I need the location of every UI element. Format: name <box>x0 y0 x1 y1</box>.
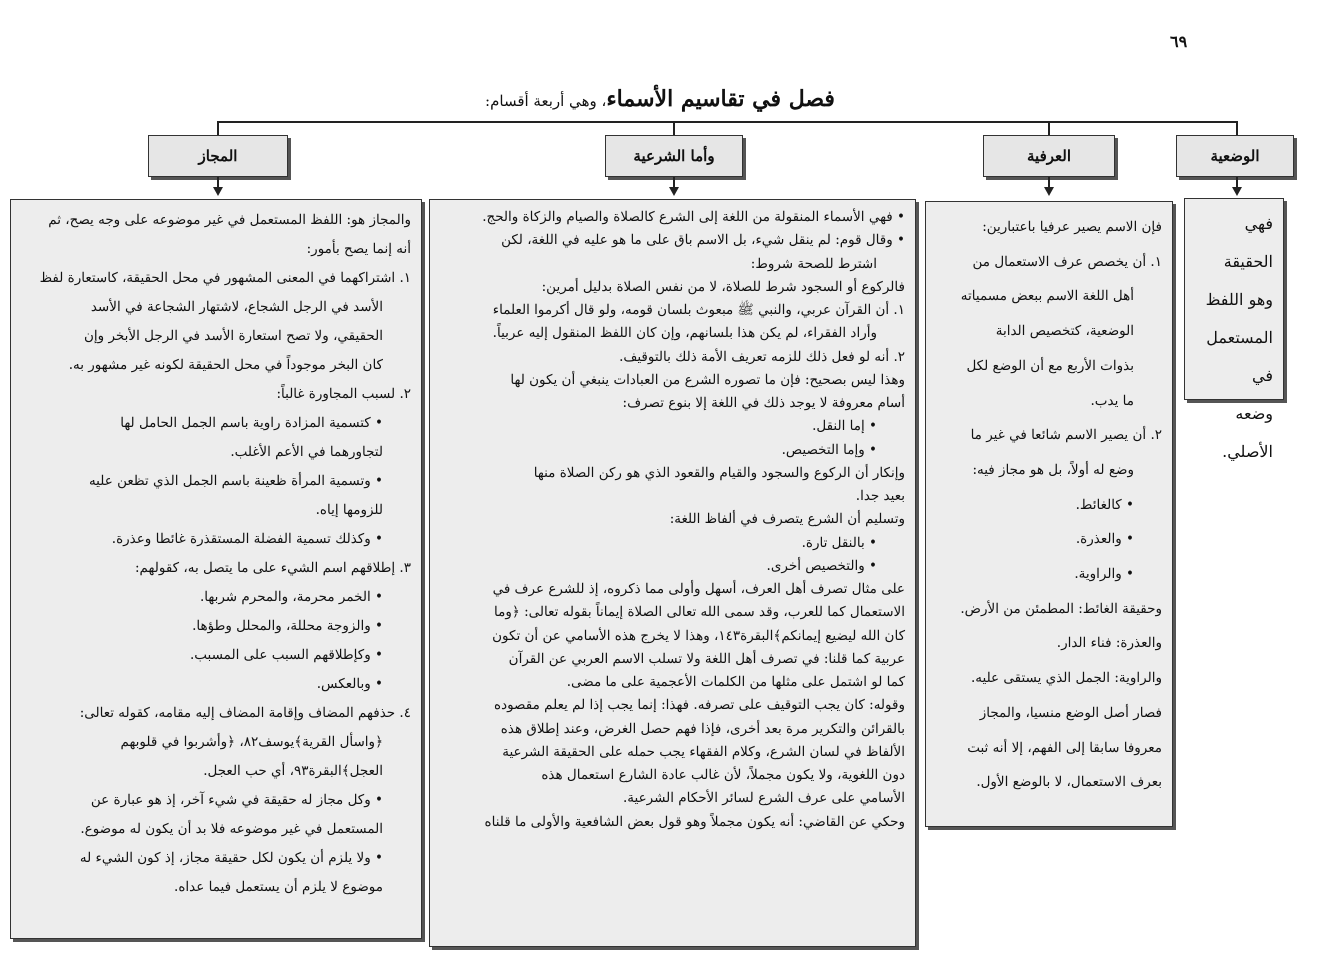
text-line: عربية كما قلنا: في تصرف أهل اللغة ولا تسلب الاسم العربي عن القرآن <box>508 650 905 667</box>
column-majaz <box>10 199 422 939</box>
list-item: ٢. أن يصير الاسم شائعا في غير ما <box>970 427 1162 444</box>
arrow-line-urfiyya <box>1048 177 1050 187</box>
connector-drop-shariyya <box>673 121 675 135</box>
column-shariyya <box>429 199 916 947</box>
text-line: فهي الحقيقة <box>1223 214 1273 271</box>
text-line: والعذرة: فناء الدار. <box>1056 635 1162 652</box>
page-title <box>400 86 920 112</box>
text-line: فإن الاسم يصير عرفيا باعتبارين: <box>982 219 1162 235</box>
text-line: أسام معروفة لا يوجد ذلك في اللغة إلا بنوع تصرف: <box>622 395 905 411</box>
list-item: • وإما التخصيص. <box>781 441 877 458</box>
text-line: على مثال تصرف أهل العرف، أسهل وأولى مما ذكروه، إذ للشرع عرف في <box>492 581 905 597</box>
text-line: الأسد في الرجل الشجاع، لاشتهار الشجاعة في الأسد <box>90 299 383 315</box>
text-line: بعرف الاستعمال، لا بالوضع الأول. <box>976 774 1162 791</box>
text-line: وهذا ليس بصحيح: فإن ما تصوره الشرع من العبادات ينبغي أن يكون لها <box>510 371 905 388</box>
text-line: وتسليم أن الشرع يتصرف في ألفاظ اللغة: <box>669 511 905 528</box>
list-item: • وتسمية المرأة ظعينة باسم الجمل الذي تظعن عليه <box>88 473 383 489</box>
text-line: وأراد الفقراء، لم يكن هذا بلسانهم، وإن كان اللفظ المنقول إليه عربياً. <box>492 325 877 342</box>
text-line: موضوع لا يلزم أن يستعمل فيما عداه. <box>174 879 383 895</box>
title-main: فصل في تقاسيم الأسماء <box>606 86 835 112</box>
text-line: بعيد جدا. <box>855 488 905 504</box>
list-item: ١. أن القرآن عربي، والنبي ﷺ مبعوث بلسان قومه، ولو قال أكرموا العلماء <box>492 302 905 318</box>
title-sub: ، وهي أربعة أقسام: <box>485 92 607 110</box>
list-item: • وبالعكس. <box>316 676 383 692</box>
text-line: الأسامي على عرف الشرع لسائر الأحكام الشرعية. <box>622 790 905 807</box>
list-item: • والراوية. <box>1074 566 1134 583</box>
text-line: أنه إنما يصح بأمور: <box>306 241 411 257</box>
text-line: الوضعية، كتخصيص الدابة <box>995 323 1134 340</box>
list-item: • كالغائط. <box>1075 496 1134 513</box>
list-item: • الخمر محرمة، والمحرم شربها. <box>199 589 383 605</box>
text-line: ما يدب. <box>1090 392 1134 409</box>
text-line: وقوله: كان يجب التوقيف على تصرفه. فهذا: إنما يجب إذا لم يعلم مقصوده <box>494 697 905 714</box>
text-line: الأصلي. <box>1222 442 1273 461</box>
list-item: • وقال قوم: لم ينقل شيء، بل الاسم باق على ما هو عليه في اللغة، لكن <box>501 232 905 249</box>
arrow-line-majaz <box>217 177 219 187</box>
list-item: • والتخصيص أخرى. <box>766 557 877 574</box>
text-line: وضع له أولاً، بل هو مجاز فيه: <box>972 461 1134 478</box>
list-item: • والزوجة محللة، والمحلل وطؤها. <box>192 618 383 634</box>
list-item: ٤. حذفهم المضاف وإقامة المضاف إليه مقامه، كقوله تعالى: <box>79 705 411 721</box>
text-line: والراوية: الجمل الذي يستقى عليه. <box>970 670 1162 687</box>
text-line: وهو اللفظ <box>1205 290 1273 309</box>
text-line: الألفاظ في لسان الشرع، وكلام الفقهاء يجب حمله على الحقيقة الشرعية <box>502 743 905 760</box>
text-line: والمجاز هو: اللفظ المستعمل في غير موضوعه على وجه يصح، ثم <box>48 212 411 228</box>
text-line: المستعمل في <box>1206 328 1273 385</box>
list-item: ٣. إطلاقهم اسم الشيء على ما يتصل به، كقولهم: <box>135 560 411 576</box>
text-line: وحقيقة الغائط: المطمئن من الأرض. <box>960 600 1162 617</box>
list-item: ٢. أنه لو فعل ذلك للزمه تعريف الأمة ذلك بالتوقيف. <box>619 348 905 365</box>
text-line: ﴿واسأل القرية﴾يوسف٨٢، ﴿وأشربوا في قلوبهم <box>120 734 383 750</box>
text-line: اشترط للصحة شروط: <box>750 255 877 272</box>
list-item: • وكذلك تسمية الفضلة المستقذرة غائطا وعذرة. <box>111 531 383 547</box>
text-line: كان الله ليضيع إيمانكم﴾البقرة١٤٣، وهذا لا يخرج هذه الأسامي عن أن تكون <box>492 627 905 644</box>
header-urfiyya: العرفية <box>983 135 1115 177</box>
list-item: • كتسمية المزادة راوية باسم الجمل الحامل لها <box>120 415 383 431</box>
text-line: معروفا سابقا إلى الفهم، إلا أنه ثبت <box>967 739 1162 756</box>
arrow-down-icon <box>1044 187 1054 196</box>
text-line: لتجاورهما في الأعم الأغلب. <box>230 444 383 460</box>
text-line: أهل اللغة الاسم ببعض مسمياته <box>960 288 1134 305</box>
header-majaz: المجاز <box>148 135 288 177</box>
column-urfiyya <box>925 201 1173 827</box>
list-item: • وكإطلاقهم السبب على المسبب. <box>190 647 383 663</box>
connector-drop-wadiyya <box>1236 121 1238 135</box>
text-line: دون اللغوية، ولا يكون مجملاً، لأن غالب عادة الشارع استعمال هذه <box>541 767 905 783</box>
connector-drop-urfiyya <box>1048 121 1050 135</box>
list-item: • إما النقل. <box>812 418 877 435</box>
connector-drop-majaz <box>217 121 219 135</box>
arrow-line-shariyya <box>673 177 675 187</box>
header-wadiyya: الوضعية <box>1176 135 1294 177</box>
arrow-down-icon <box>669 187 679 196</box>
text-line: وإنكار أن الركوع والسجود والقيام والقعود الذي هو ركن الصلاة منها <box>533 464 905 481</box>
list-item: • ولا يلزم أن يكون لكل حقيقة مجاز، إذ كون الشيء له <box>79 850 383 866</box>
list-item: • والعذرة. <box>1075 531 1134 548</box>
text-line: كما لو اشتمل على مثلها من الكلمات الأعجمية على ما مضى. <box>566 674 905 690</box>
text-line: فصار أصل الوضع منسيا، والمجاز <box>979 704 1162 721</box>
text-line: للزومها إياه. <box>315 502 383 518</box>
list-item: ١. اشتراكهما في المعنى المشهور في محل الحقيقة، كاستعارة لفظ <box>39 270 411 286</box>
text-line: المستعمل في غير موضوعه فلا بد أن يكون له موضوع. <box>80 821 383 837</box>
text-line: فالركوع أو السجود شرط للصلاة، لا من نفس الصلاة بدليل أمرين: <box>541 278 905 295</box>
text-line: العجل﴾البقرة٩٣، أي حب العجل. <box>203 763 383 779</box>
connector-horizontal <box>218 121 1238 123</box>
arrow-down-icon <box>1232 187 1242 196</box>
text-line: كان البخر موجوداً في محل الحقيقة لكونه غير مشهور به. <box>68 357 383 373</box>
column-wadiyya <box>1184 198 1284 461</box>
list-item: ٢. لسبب المجاورة غالباً: <box>276 386 411 402</box>
arrow-line-wadiyya <box>1236 177 1238 187</box>
text-line: وحكي عن القاضي: أنه يكون مجملاً وهو قول بعض الشافعية والأولى ما قلناه <box>484 813 905 830</box>
text-line: الحقيقي، ولا تصح استعارة الأسد في الرجل الأبخر وإن <box>84 328 383 344</box>
list-item: • فهي الأسماء المنقولة من اللغة إلى الشرع كالصلاة والصيام والزكاة والحج. <box>482 209 905 225</box>
list-item: • وكل مجاز له حقيقة في شيء آخر، إذ هو عبارة عن <box>90 792 383 808</box>
text-line: الاستعمال كما للعرب، وقد سمى الله تعالى الصلاة إيماناً بقوله تعالى: ﴿وما <box>494 604 905 621</box>
header-shariyya: وأما الشرعية <box>605 135 743 177</box>
text-line: بذوات الأربع مع أن الوضع لكل <box>966 357 1134 374</box>
list-item: • بالنقل تارة. <box>801 534 877 551</box>
list-item: ١. أن يخصص عرف الاستعمال من <box>972 253 1162 270</box>
page-number: ٦٩ <box>1170 32 1188 51</box>
text-line: وضعه <box>1235 404 1273 423</box>
arrow-down-icon <box>213 187 223 196</box>
text-line: بالقرائن والتكرير مرة بعد أخرى، فإذا فهم حصل الغرض، وعند إطلاق هذه <box>500 720 905 737</box>
